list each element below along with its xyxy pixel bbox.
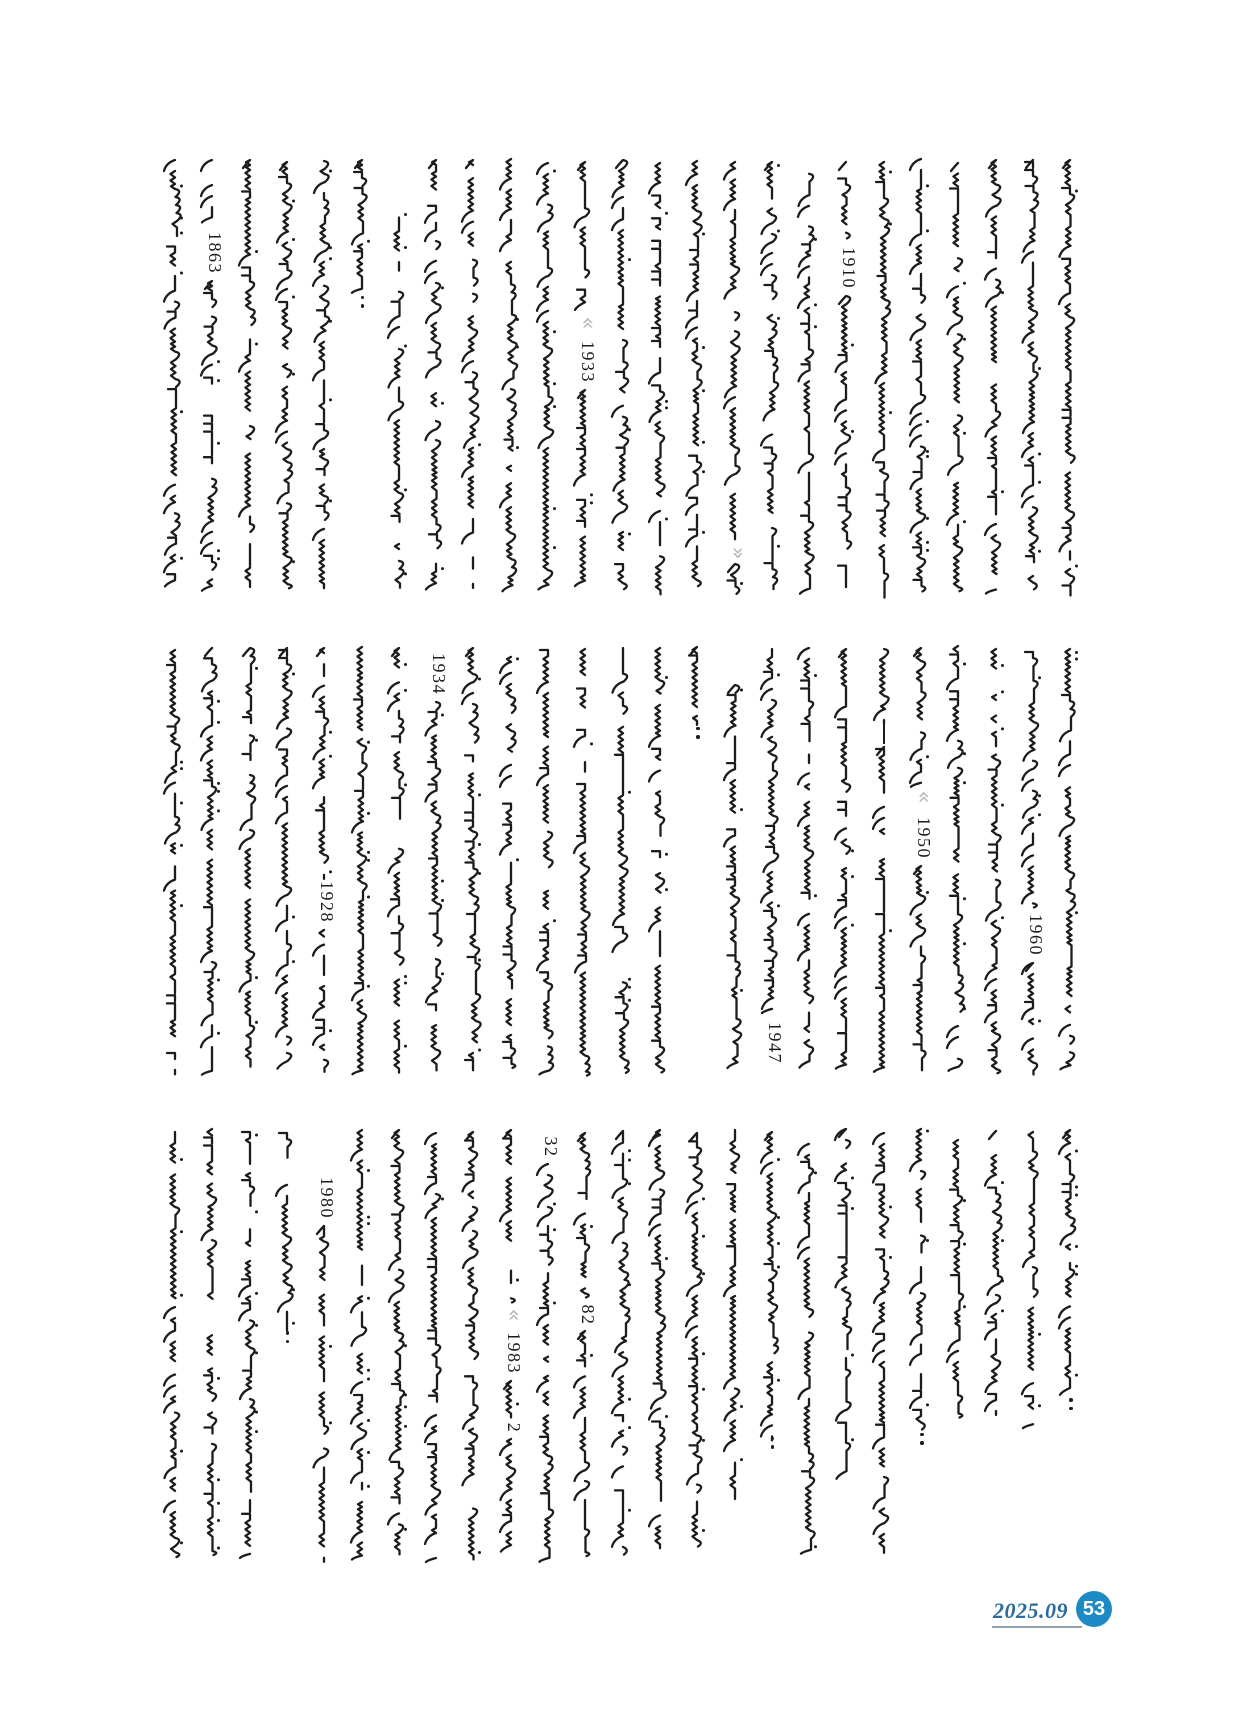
text-column [761,1128,791,1560]
numeral-1947: 1947 [764,1021,785,1064]
text-column [462,645,492,1075]
text-column [724,158,754,595]
text-column [835,158,865,595]
text-column [649,158,679,595]
text-column [500,1128,530,1560]
numeral-32: 32 [541,1136,561,1158]
text-column [574,158,604,595]
numeral-1928: 1928 [317,881,338,924]
text-column [1022,158,1052,595]
text-column [686,1128,716,1560]
numeral-1960: 1960 [1025,914,1046,957]
text-column [239,645,269,1075]
text-column [388,158,418,595]
text-column [537,1128,567,1560]
text-column [425,158,455,595]
text-column [537,158,567,595]
text-column [1059,158,1089,595]
text-column [462,158,492,595]
text-column [239,158,269,595]
text-column [276,645,306,1075]
text-column [612,645,642,1075]
text-column [1022,1128,1052,1560]
text-column [873,1128,903,1560]
text-column [724,1128,754,1560]
text-band-bottom [164,1128,1123,1560]
text-column [462,1128,492,1560]
text-column [351,1128,381,1560]
mongolian-full-stop [919,1433,925,1450]
text-column [686,645,716,1075]
text-column [947,645,977,1075]
mongolian-full-stop [770,1437,776,1454]
text-column [873,158,903,595]
text-column [761,158,791,595]
text-column [798,1128,828,1560]
mongolian-full-stop [285,1331,291,1348]
text-column [798,645,828,1075]
numeral-2: 2 [503,1422,524,1434]
text-column [351,158,381,595]
text-column [500,645,530,1075]
page-number-badge [1076,1591,1112,1627]
text-column [835,645,865,1075]
text-column [1059,645,1089,1075]
text-column [537,645,567,1075]
numeral-1934: 1934 [429,652,450,695]
footer-rule [992,1626,1082,1628]
numeral-1950: 1950 [914,816,934,859]
text-column [649,1128,679,1560]
text-column [164,1128,194,1560]
text-column [574,1128,604,1560]
text-band-top [164,158,1123,595]
text-column [612,1128,642,1560]
text-column [835,1128,865,1560]
text-column [798,158,828,595]
text-column [612,158,642,595]
page-number: 53 [1082,1597,1106,1620]
text-column [388,1128,418,1560]
numeral-1980: 1980 [317,1177,338,1220]
text-column [425,1128,455,1560]
text-column [425,645,455,1075]
numeral-82: 82 [578,1304,599,1326]
guillemet-mark: « [502,1308,527,1322]
text-column [388,645,418,1075]
numeral-1863: 1863 [205,231,226,274]
issue-date: 2025.09 [993,1598,1068,1623]
text-column [985,158,1015,595]
text-column [351,645,381,1075]
text-column [761,645,791,1075]
text-column [1022,645,1052,1075]
text-column [873,645,903,1075]
mongolian-full-stop [360,296,366,313]
text-column [164,645,194,1075]
numeral-1983: 1983 [503,1331,524,1374]
text-column [201,645,231,1075]
text-column [910,645,940,1075]
text-column [947,158,977,595]
text-column [574,645,604,1075]
text-band-middle [164,645,1123,1075]
guillemet-mark: » [726,546,750,560]
text-column [276,158,306,595]
text-column [201,158,231,595]
guillemet-mark: « [912,790,937,804]
text-column [649,645,679,1075]
mongolian-full-stop [1068,1398,1074,1415]
text-column [313,645,343,1075]
text-column [500,158,530,595]
text-column [239,1128,269,1560]
text-column [985,1128,1015,1560]
text-column [947,1128,977,1560]
text-column [910,158,940,595]
text-column [985,645,1015,1075]
text-column [686,158,716,595]
text-column [313,1128,343,1560]
mongolian-full-stop [695,727,701,744]
text-column [313,158,343,595]
numeral-1910: 1910 [839,247,860,289]
text-column [276,1128,306,1560]
text-column [1059,1128,1089,1560]
text-column [724,645,754,1075]
guillemet-mark: « [576,316,601,330]
numeral-1933: 1933 [578,341,599,383]
text-column [164,158,194,595]
text-column [910,1128,940,1560]
text-column [201,1128,231,1560]
dash-mark [883,720,886,744]
